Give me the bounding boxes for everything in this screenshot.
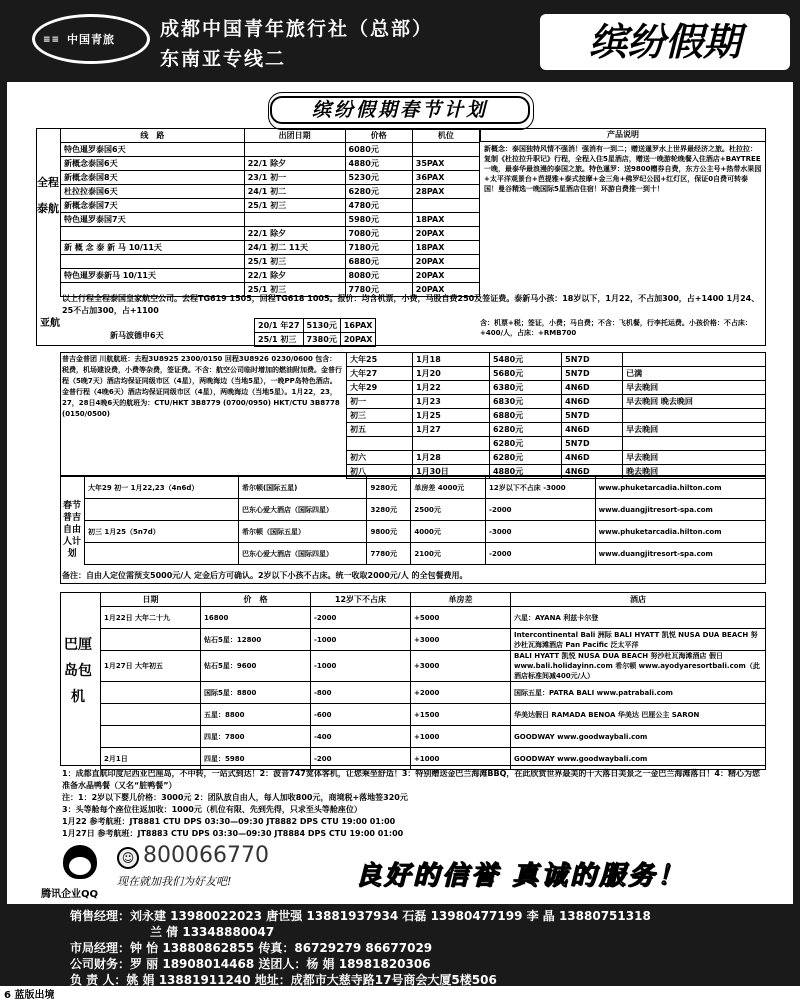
phuket-row-cell: 早去晚回 [623,451,766,465]
asia-table [254,318,376,347]
thai-row-cell: 特色暹罗泰国7天 [61,213,245,227]
free-row-cell: -3000 [486,521,596,543]
chat-bubble-icon: ☺ [117,847,139,869]
phuket-row-cell: 1月27 [413,423,490,437]
phuket-row-cell: 6880元 [489,409,561,423]
asia-row [255,319,376,333]
bali-row-cell: 1月27日 大年初五 [101,651,201,682]
thai-row [61,157,480,171]
phuket-row [347,381,766,395]
thai-row-cell [61,227,245,241]
col-date: 出团日期 [244,129,345,143]
page-subtitle: 缤纷假期春节计划 [270,96,530,124]
bali-row-cell: 五星：8800 [201,704,311,726]
thai-side-label: 全程泰航 [37,176,59,215]
bali-col-price: 价 格 [201,593,311,607]
phuket-row-cell: 1月18 [413,353,490,367]
phuket-row-cell: 5680元 [489,367,561,381]
thai-row-cell: 18PAX [412,213,479,227]
asia-row-cell: 25/1 初三 [255,333,304,347]
bali-col-date: 日期 [101,593,201,607]
phuket-left-info: 普吉金普团 川航航班：去程3U8925 2300/0150 回程3U8926 0230/0600 包含：税费，机场建设费，小费等杂费，签证费。不含：航空公司临时增加的燃油附加费。金普行程（5晚7天）酒店均保证同级市区（4星），两晚海边（当地5星），一晚PP岛特色酒店。金普行程（4晚6天）酒店均保证同级市区（4星），两晚海边（当地5星）。1月22，23，27，28日4晚6天的航班为：CTU/HKT 3B8779 (0700/0950) HKT/CTU 3B8778 (0150/0500) [62,355,342,418]
thai-row-cell [244,143,345,157]
phuket-row-cell: 6830元 [489,395,561,409]
free-row-cell: 初三 1月25（5n7d） [85,521,239,543]
free-row-cell [85,499,239,521]
free-table [84,476,766,565]
bali-col-hotel: 酒店 [511,593,766,607]
phuket-row-cell: 4N6D [562,395,623,409]
bali-row-cell [101,726,201,748]
thai-row-cell: 25/1 初三 [244,255,345,269]
bali-row [101,651,766,682]
logo-rays-icon: ≡≡ [43,35,61,45]
thai-row-cell: 7080元 [345,227,412,241]
thai-row-cell: 特色暹罗泰国6天 [61,143,245,157]
footer-line: 负 责 人：姚 娟 13881911240 地址：成都市大慈寺路17号商会大厦5楼506 [70,973,497,987]
thai-desc-header: 产品说明 [480,128,766,142]
phuket-row-cell: 6280元 [489,437,561,451]
thai-description: 新概念：泰国独特风情不强消！强消有一到二；赠送暹罗水上世界最经济之旅。杜拉拉：复制《杜拉拉升职记》行程，全程入住5星酒店，赠送一晚游轮晚餐入住酒店+BAYTREE一晚，最泰华最浪漫的泰国之旅。特色暹罗：送9800赠券自费，东方公主号+热带水果园+太平洋观景台+芭提雅+泰式按摩+金三角+佛罗纪公园+红灯区，保证0自费可转泰国！曼谷精选一晚国际5星酒店住宿！环游自费推一到十！ [484,145,762,193]
thai-row-cell: 6080元 [345,143,412,157]
bali-table [100,592,766,770]
bali-row [101,607,766,629]
thai-row-cell: 24/1 初二 [244,185,345,199]
thai-row-cell: 20PAX [412,255,479,269]
thai-row-cell [412,143,479,157]
asia-row [255,333,376,347]
bali-row-cell: -600 [311,704,411,726]
footer-line: 销售经理：刘永建 13980022023 唐世强 13881937934 石磊 13980477199 李 晶 13880751318 [70,909,651,923]
phuket-row-cell: 6280元 [489,451,561,465]
thai-row-cell: 杜拉拉泰国6天 [61,185,245,199]
bali-side-label: 巴厘岛包机 [64,637,92,705]
free-row [85,543,766,565]
free-row-cell: 2100元 [411,543,486,565]
bali-col-child: 12岁下不占床 [311,593,411,607]
asia-row-cell: 16PAX [340,319,376,333]
phuket-row-cell [347,437,413,451]
col-route: 线 路 [61,129,245,143]
bali-row-cell: +3000 [411,651,511,682]
col-price: 价格 [345,129,412,143]
phuket-row-cell: 1月22 [413,381,490,395]
bali-note-line: 3：头等舱每个座位往返加收：1000元（机位有限、先到先得，只求至头等舱座位） [62,805,362,814]
phuket-row-cell: 5N7D [562,437,623,451]
route-line: 东南亚专线二 [160,48,287,70]
phuket-row-cell: 初一 [347,395,413,409]
phuket-row-cell: 5N7D [562,367,623,381]
footer-line: 市局经理：钟 怡 13880862855 传真：86729279 86677029 [70,941,433,955]
bali-row [101,682,766,704]
thai-row-cell: 20PAX [412,227,479,241]
free-row-cell: -2000 [486,499,596,521]
free-row-cell: 大年29 初一 1月22,23（4n6d） [85,477,239,499]
bali-row [101,748,766,770]
brand-title: 缤纷假期 [540,14,790,70]
bali-note-line: 1：成都直航印度尼西亚巴厘岛，不中转，一站式到达！2：波音747宽体客机，让您乘坐舒适！3：特别赠送金巴兰海滩BBQ，在此欣赏世界最美的十大落日美景之一金巴兰海滩落日！4：精心为您准备水晶鸭餐（又名“脏鸭餐”） [62,769,760,790]
thai-row-cell: 22/1 除夕 [244,157,345,171]
free-row-cell: www.duangjitresort-spa.com [595,499,765,521]
bali-row-cell: +5000 [411,607,511,629]
phuket-row-cell: 4N6D [562,423,623,437]
phuket-row-cell: 初六 [347,451,413,465]
free-row-cell: 希尔顿（国际五星） [238,521,367,543]
thai-row [61,227,480,241]
free-row-cell: 9280元 [367,477,411,499]
asia-row-cell: 5130元 [303,319,340,333]
phuket-row-cell: 4N6D [562,451,623,465]
thai-row-cell [61,255,245,269]
asia-row-cell: 7380元 [303,333,340,347]
phuket-row-cell [623,409,766,423]
phuket-row-cell [623,437,766,451]
bali-row-cell: GOODWAY www.goodwaybali.com [511,748,766,770]
thai-row-cell: 25/1 初三 [244,199,345,213]
phuket-row-cell: 1月23 [413,395,490,409]
phuket-row-cell: 1月30日 [413,465,490,479]
thai-row-cell: 8080元 [345,269,412,283]
thai-row-cell: 18PAX [412,241,479,255]
thai-row-cell: 23/1 初一 [244,171,345,185]
bali-row-cell [101,704,201,726]
bali-row-cell [101,629,201,651]
free-row-cell [85,543,239,565]
phuket-row-cell: 大年29 [347,381,413,395]
qq-penguin-icon[interactable] [55,843,105,883]
logo [32,14,150,64]
phuket-row-cell: 5480元 [489,353,561,367]
thai-row-cell: 新概念泰国8天 [61,171,245,185]
thai-row [61,171,480,185]
header [0,0,800,82]
bali-note-line: 1月22 参考航班：JT8881 CTU DPS 03:30—09:30 JT8882 DPS CTU 19:00 01:00 [62,817,396,826]
bali-row-cell: -800 [311,682,411,704]
phuket-row-cell: 5N7D [562,353,623,367]
free-row-cell: 巴东心爱大酒店（国际四星） [238,499,367,521]
thai-row-cell [412,199,479,213]
bali-row-cell: BALI HYATT 凯悦 NUSA DUA BEACH 努沙杜瓦海滩酒店 假日 www.bali.holidayinn.com 希尔顿 www.ayodyaresortbali.com（此酒店标准间减400元/人） [511,651,766,682]
thai-row-cell: 25/1 初三 [244,283,345,297]
thai-row-cell: 20PAX [412,269,479,283]
asia-route: 新马波德申6天 [110,331,164,340]
bali-row-cell: +1000 [411,726,511,748]
phuket-row-cell: 6280元 [489,423,561,437]
phuket-row-cell: 4N6D [562,465,623,479]
thai-row [61,241,480,255]
thai-row-cell: 35PAX [412,157,479,171]
thai-row-cell: 6880元 [345,255,412,269]
bali-row [101,704,766,726]
motto: 良好的信誉 真诚的服务！ [355,861,687,891]
phuket-row-cell: 5N7D [562,409,623,423]
qq-label: 腾讯企业QQ [41,889,99,900]
phuket-row-cell: 初八 [347,465,413,479]
thai-row [61,185,480,199]
bali-row-cell: -1000 [311,629,411,651]
bali-notes [62,768,764,840]
bali-note-line: 注：1：2岁以下婴儿价格：3000元 2：团队放自由人，每人加收800元，商境税+落地签320元 [62,793,408,802]
bali-row-cell: +1500 [411,704,511,726]
phuket-row-cell [623,353,766,367]
bali-row-cell: -1000 [311,651,411,682]
thai-row-cell: 5230元 [345,171,412,185]
phuket-row-cell: 4880元 [489,465,561,479]
thai-row-cell: 新概念泰国6天 [61,157,245,171]
free-side-label: 春节普吉自由人计划 [62,501,81,559]
free-row-cell: 9800元 [367,521,411,543]
col-seat: 机位 [412,129,479,143]
free-row-cell: -2000 [486,543,596,565]
free-row [85,521,766,543]
bali-row-cell: 国际5星：8800 [201,682,311,704]
thai-row-cell: 4880元 [345,157,412,171]
thai-row-cell: 7780元 [345,283,412,297]
bali-row-cell: 1月22日 大年二十九 [101,607,201,629]
phuket-row-cell: 1月20 [413,367,490,381]
thai-row [61,269,480,283]
page-number: 6 蓝版出境 [4,990,55,1001]
bali-row-cell: -400 [311,726,411,748]
free-row [85,499,766,521]
thai-row-cell: 特色暹罗泰新马 10/11天 [61,269,245,283]
thai-table [60,128,480,297]
bali-row-cell: 四星：5980 [201,748,311,770]
bali-row-cell: +1000 [411,748,511,770]
asia-side-label: 亚航 [40,318,60,329]
thai-row-cell: 7180元 [345,241,412,255]
free-row-cell: 12岁以下不占床 -3000 [486,477,596,499]
free-row-cell: 2500元 [411,499,486,521]
phuket-row-cell: 6380元 [489,381,561,395]
free-row-cell: www.phuketarcadia.hilton.com [595,521,765,543]
bali-row-cell: 16800 [201,607,311,629]
logo-text: 中国青旅 [67,33,115,46]
free-row-cell: 4000元 [411,521,486,543]
free-row [85,477,766,499]
phuket-row-cell: 4N6D [562,381,623,395]
bali-row-cell: +3000 [411,629,511,651]
bali-row-cell: -200 [311,748,411,770]
free-row-cell: www.phuketarcadia.hilton.com [595,477,765,499]
phuket-row-cell: 早去晚回 [623,423,766,437]
free-row-cell: 巴东心爱大酒店（国际四星） [238,543,367,565]
bali-row-cell [101,682,201,704]
phuket-row [347,395,766,409]
free-row-cell: 希尔顿(国际五星) [238,477,367,499]
thai-note: 以上行程全程泰国皇家航空公司。去程TG619 1505，回程TG618 1005。报价：均含机票，小费，马股自费250及签证费。泰新马小孩：18岁以下，1月22，不占加300，占+1400 1月24、25不占加300，占+1100 [62,294,760,315]
phuket-table [346,352,766,479]
phuket-row-cell: 已满 [623,367,766,381]
free-row-cell: 3280元 [367,499,411,521]
contact-bar [35,835,765,905]
bali-row-cell: Intercontinental Bali 洲际 BALI HYATT 凯悦 NUSA DUA BEACH 努沙杜瓦海滩酒店 Pan Pacific 泛太平洋 [511,629,766,651]
asia-description: 含：机票+税；签证，小费；马自费；不含：飞机餐，行李托运费。小孩价格：不占床：+400/人，占床：+RMB700 [480,319,752,337]
bali-row-cell: -2000 [311,607,411,629]
free-row-cell: 7780元 [367,543,411,565]
free-row-cell: 单房差 4000元 [411,477,486,499]
phuket-row [347,353,766,367]
bali-row-cell: 国际五星：PATRA BALI www.patrabali.com [511,682,766,704]
thai-row-cell: 22/1 除夕 [244,269,345,283]
bali-row-cell: 华美达假日 RAMADA BENOA 华美达 巴厘公主 SARON [511,704,766,726]
footer-line: 兰 倩 13348880047 [150,925,275,939]
phuket-row [347,423,766,437]
thai-row-cell: 5980元 [345,213,412,227]
thai-row-cell: 20PAX [412,283,479,297]
free-note: 备注：自由人定位需预支5000元/人 定金后方可确认。2岁以下小孩不占床。统一收取2000元/人 的全包餐费用。 [62,571,468,580]
phuket-row [347,409,766,423]
phuket-row-cell: 初三 [347,409,413,423]
asia-row-cell: 20PAX [340,333,376,347]
thai-row [61,199,480,213]
bali-row [101,726,766,748]
phuket-row-cell [413,437,490,451]
footer-contacts [0,904,800,986]
thai-row-cell [244,213,345,227]
qq-slogan: 现在就加我们为好友吧! [117,875,232,888]
bali-row-cell: GOODWAY www.goodwaybali.com [511,726,766,748]
phuket-row-cell: 晚去晚回 [623,465,766,479]
thai-row [61,255,480,269]
bali-col-single: 单房差 [411,593,511,607]
bali-row-cell: 钻石5星：9600 [201,651,311,682]
asia-row-cell: 20/1 年27 [255,319,304,333]
thai-row-cell: 6280元 [345,185,412,199]
phuket-row-cell: 初五 [347,423,413,437]
phuket-row-cell: 大年27 [347,367,413,381]
thai-row-cell: 22/1 除夕 [244,227,345,241]
phuket-row [347,437,766,451]
bali-row-cell: 钻石5星：12800 [201,629,311,651]
thai-row-cell: 新概念泰国7天 [61,199,245,213]
thai-row-cell: 新 概 念 泰 新 马 10/11天 [61,241,245,255]
bali-row-cell: 四星：7800 [201,726,311,748]
bali-row [101,629,766,651]
phuket-row-cell: 1月28 [413,451,490,465]
thai-row-cell: 24/1 初二 11天 [244,241,345,255]
phuket-row-cell: 早去晚回 晚去晚回 [623,395,766,409]
phuket-row [347,367,766,381]
phuket-row-cell: 早去晚回 [623,381,766,395]
footer-line: 公司财务：罗 丽 18908014468 送团人：杨 娟 18981820306 [70,957,431,971]
thai-row-cell: 4780元 [345,199,412,213]
thai-row-cell: 36PAX [412,171,479,185]
thai-row [61,143,480,157]
phuket-row-cell: 大年25 [347,353,413,367]
bali-row-cell: 2月1日 [101,748,201,770]
phuket-row [347,451,766,465]
qq-number[interactable]: 800066770 [143,843,269,868]
free-row-cell: www.duangjitresort-spa.com [595,543,765,565]
thai-row [61,213,480,227]
agency-name: 成都中国青年旅行社（总部） [160,18,434,40]
thai-row-cell: 28PAX [412,185,479,199]
phuket-row-cell: 1月25 [413,409,490,423]
bali-note-line: 1月27日 参考航班：JT8883 CTU DPS 03:30—09:30 JT8884 DPS CTU 19:00 01:00 [62,829,404,838]
bali-row-cell: +2000 [411,682,511,704]
bali-row-cell: 六星：AYANA 利兹卡尔登 [511,607,766,629]
